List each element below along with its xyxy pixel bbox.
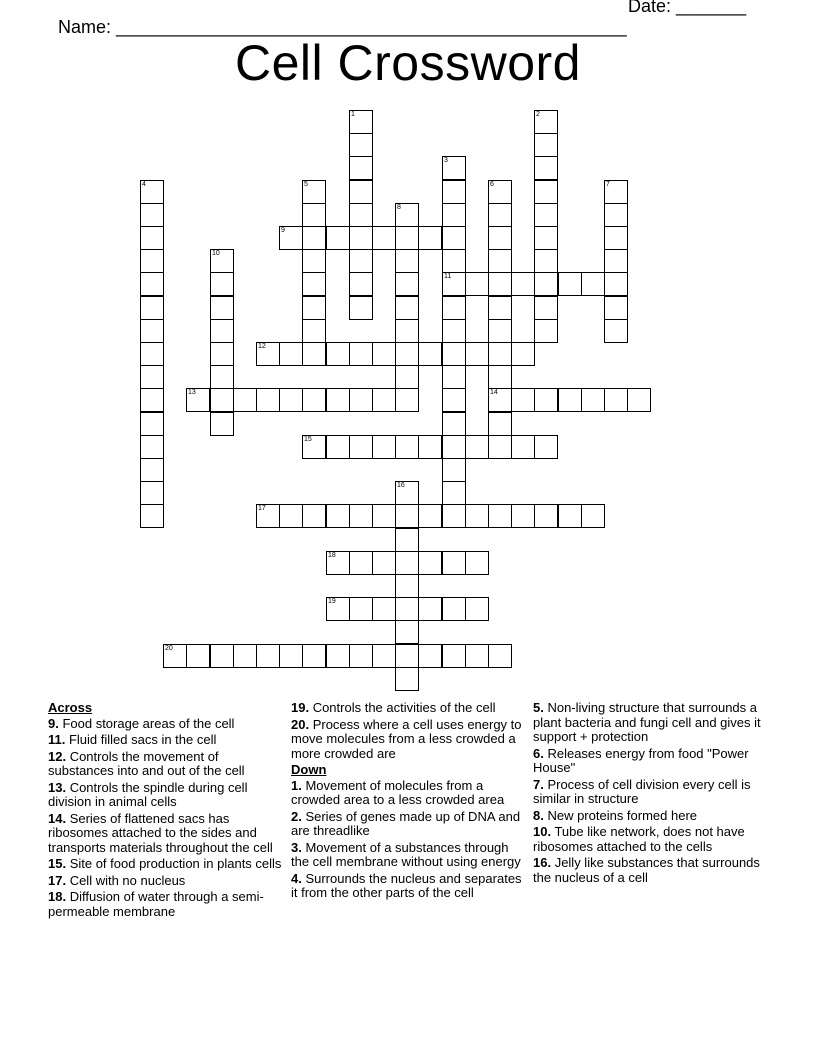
grid-cell[interactable] <box>488 412 512 436</box>
grid-cell[interactable] <box>395 249 419 273</box>
down-clue <box>533 856 769 885</box>
grid-cell[interactable] <box>534 156 558 180</box>
grid-cell[interactable] <box>349 226 373 250</box>
grid-cell[interactable] <box>140 388 164 412</box>
grid-cell[interactable] <box>604 226 628 250</box>
clue-number: 11. <box>48 732 66 747</box>
grid-cell[interactable] <box>534 296 558 320</box>
grid-cell[interactable] <box>140 272 164 296</box>
clue-number: 15 <box>304 436 312 443</box>
grid-cell[interactable] <box>302 342 326 366</box>
clue-number: 20 <box>165 645 173 652</box>
grid-cell[interactable] <box>395 226 419 250</box>
clue-text: Site of food production in plants cells <box>66 856 282 871</box>
grid-cell[interactable] <box>372 644 396 668</box>
grid-cell[interactable] <box>326 551 350 575</box>
grid-cell[interactable] <box>418 551 442 575</box>
clue-number: 1. <box>291 777 302 793</box>
clue-number: 10 <box>212 250 220 257</box>
grid-cell[interactable] <box>279 504 303 528</box>
clue-number: 14 <box>490 389 498 396</box>
clue-number: 19 <box>328 598 336 605</box>
name-field[interactable]: Name: ___________________________________________________ <box>58 17 627 37</box>
grid-cell[interactable] <box>395 644 419 668</box>
down-clue <box>533 747 769 776</box>
clue-number: 8 <box>397 204 401 211</box>
clue-text: Process where a cell uses energy to move molecules from a less crowded a more crowded are <box>291 716 522 761</box>
grid-cell[interactable] <box>256 504 280 528</box>
clue-number: 7 <box>606 181 610 188</box>
grid-cell[interactable] <box>210 272 234 296</box>
grid-cell[interactable] <box>395 528 419 552</box>
clue-text: Food storage areas of the cell <box>58 715 235 731</box>
grid-cell[interactable] <box>186 388 210 412</box>
grid-cell[interactable] <box>140 412 164 436</box>
grid-cell[interactable] <box>163 644 187 668</box>
grid-cell[interactable] <box>534 388 558 412</box>
grid-cell[interactable] <box>442 365 466 389</box>
clue-number: 14. <box>48 810 67 826</box>
grid-cell[interactable] <box>395 272 419 296</box>
grid-cell[interactable] <box>465 551 489 575</box>
clue-number: 9 <box>281 227 285 234</box>
grid-cell[interactable] <box>302 203 326 227</box>
grid-cell[interactable] <box>488 180 512 204</box>
clue-number: 4. <box>291 870 302 886</box>
grid-cell[interactable] <box>488 435 512 459</box>
grid-cell[interactable] <box>326 644 350 668</box>
clue-number: 13 <box>188 389 196 396</box>
grid-cell[interactable] <box>140 481 164 505</box>
grid-cell[interactable] <box>604 180 628 204</box>
clue-number: 17 <box>258 505 266 512</box>
grid-cell[interactable] <box>465 597 489 621</box>
grid-cell[interactable] <box>395 504 419 528</box>
grid-cell[interactable] <box>372 597 396 621</box>
grid-cell[interactable] <box>140 249 164 273</box>
grid-cell[interactable] <box>488 249 512 273</box>
grid-cell[interactable] <box>395 620 419 644</box>
grid-cell[interactable] <box>442 296 466 320</box>
grid-cell[interactable] <box>604 296 628 320</box>
clue-text: Jelly like substances that surrounds the nucleus of a cell <box>533 855 760 885</box>
across-clue <box>48 750 284 779</box>
clue-number: 13. <box>48 779 67 795</box>
grid-cell[interactable] <box>140 319 164 343</box>
grid-cell[interactable] <box>604 319 628 343</box>
clue-number: 18. <box>48 889 67 904</box>
grid-cell[interactable] <box>279 226 303 250</box>
grid-cell[interactable] <box>210 365 234 389</box>
grid-cell[interactable] <box>395 667 419 691</box>
grid-cell[interactable] <box>465 435 489 459</box>
clue-text: Series of genes made up of DNA and are threadlike <box>291 808 521 838</box>
clue-text: Controls the spindle during cell division in animal cells <box>48 779 248 809</box>
grid-cell[interactable] <box>395 574 419 598</box>
grid-cell[interactable] <box>349 504 373 528</box>
grid-cell[interactable] <box>465 504 489 528</box>
grid-cell[interactable] <box>558 272 582 296</box>
grid-cell[interactable] <box>465 342 489 366</box>
grid-cell[interactable] <box>581 388 605 412</box>
grid-cell[interactable] <box>442 435 466 459</box>
grid-cell[interactable] <box>140 226 164 250</box>
grid-cell[interactable] <box>140 342 164 366</box>
grid-cell[interactable] <box>418 435 442 459</box>
grid-cell[interactable] <box>534 110 558 134</box>
clue-number: 11 <box>444 273 452 280</box>
grid-cell[interactable] <box>442 504 466 528</box>
grid-cell[interactable] <box>604 388 628 412</box>
grid-cell[interactable] <box>256 388 280 412</box>
grid-cell[interactable] <box>372 435 396 459</box>
clue-number: 6 <box>490 181 494 188</box>
grid-cell[interactable] <box>395 551 419 575</box>
grid-cell[interactable] <box>349 110 373 134</box>
across-clue <box>48 874 284 889</box>
grid-cell[interactable] <box>302 388 326 412</box>
clue-number: 4 <box>142 181 146 188</box>
grid-cell[interactable] <box>395 365 419 389</box>
grid-cell[interactable] <box>233 388 257 412</box>
grid-cell[interactable] <box>210 249 234 273</box>
across-clue <box>48 812 284 856</box>
clue-text: Movement of molecules from a crowded area to a less crowded area <box>291 777 505 807</box>
grid-cell[interactable] <box>140 365 164 389</box>
grid-cell[interactable] <box>534 319 558 343</box>
grid-cell[interactable] <box>418 597 442 621</box>
clue-number: 9. <box>48 715 59 731</box>
grid-cell[interactable] <box>488 203 512 227</box>
clue-number: 15. <box>48 856 67 871</box>
grid-cell[interactable] <box>488 296 512 320</box>
across-clue <box>48 733 284 748</box>
grid-cell[interactable] <box>488 365 512 389</box>
grid-cell[interactable] <box>395 296 419 320</box>
grid-cell[interactable] <box>442 272 466 296</box>
grid-cell[interactable] <box>395 319 419 343</box>
grid-cell[interactable] <box>326 435 350 459</box>
clue-text: Non-living structure that surrounds a plant bacteria and fungi cell and gives it support + protection <box>533 700 761 744</box>
grid-cell[interactable] <box>349 203 373 227</box>
down-clue <box>291 841 527 870</box>
grid-cell[interactable] <box>511 272 535 296</box>
grid-cell[interactable] <box>511 388 535 412</box>
across-clue <box>291 701 527 716</box>
grid-cell[interactable] <box>488 272 512 296</box>
grid-cell[interactable] <box>442 388 466 412</box>
grid-cell[interactable] <box>140 458 164 482</box>
clues-column-2 <box>291 701 527 903</box>
grid-cell[interactable] <box>488 319 512 343</box>
grid-cell[interactable] <box>558 388 582 412</box>
grid-cell[interactable] <box>534 272 558 296</box>
clue-text: Tube like network, does not have ribosomes attached to the cells <box>533 824 745 854</box>
grid-cell[interactable] <box>442 458 466 482</box>
grid-cell[interactable] <box>326 226 350 250</box>
page-title: Cell Crossword <box>235 35 581 91</box>
grid-cell[interactable] <box>442 342 466 366</box>
clue-number: 20. <box>291 716 310 732</box>
grid-cell[interactable] <box>210 644 234 668</box>
grid-cell[interactable] <box>488 342 512 366</box>
down-clue <box>533 809 769 824</box>
grid-cell[interactable] <box>511 342 535 366</box>
grid-cell[interactable] <box>534 180 558 204</box>
clue-number: 3 <box>444 157 448 164</box>
across-heading: Across <box>48 700 93 715</box>
grid-cell[interactable] <box>140 435 164 459</box>
grid-cell[interactable] <box>604 249 628 273</box>
grid-cell[interactable] <box>326 597 350 621</box>
grid-cell[interactable] <box>395 597 419 621</box>
grid-cell[interactable] <box>140 504 164 528</box>
grid-cell[interactable] <box>372 551 396 575</box>
clue-number: 1 <box>351 111 355 118</box>
clues-column-3 <box>533 701 769 887</box>
clue-text: Releases energy from food "Power House" <box>533 745 749 775</box>
grid-cell[interactable] <box>418 504 442 528</box>
clue-text: Fluid filled sacs in the cell <box>65 732 217 747</box>
down-clue <box>533 701 769 745</box>
clue-text: Controls the movement of substances into and out of the cell <box>48 748 245 778</box>
grid-cell[interactable] <box>140 296 164 320</box>
grid-cell[interactable] <box>488 504 512 528</box>
across-clue <box>48 781 284 810</box>
clue-number: 12. <box>48 748 67 764</box>
grid-cell[interactable] <box>418 226 442 250</box>
grid-cell[interactable] <box>442 156 466 180</box>
down-clue <box>533 778 769 807</box>
grid-cell[interactable] <box>511 435 535 459</box>
grid-cell[interactable] <box>372 388 396 412</box>
grid-cell[interactable] <box>256 644 280 668</box>
across-clue <box>48 890 284 919</box>
clue-number: 17. <box>48 872 67 888</box>
grid-cell[interactable] <box>210 342 234 366</box>
grid-cell[interactable] <box>210 296 234 320</box>
grid-cell[interactable] <box>349 156 373 180</box>
grid-cell[interactable] <box>488 226 512 250</box>
clue-number: 2 <box>536 111 540 118</box>
grid-cell[interactable] <box>442 412 466 436</box>
grid-cell[interactable] <box>349 249 373 273</box>
clue-number: 10. <box>533 824 552 839</box>
across-clue <box>48 717 284 732</box>
grid-cell[interactable] <box>488 388 512 412</box>
grid-cell[interactable] <box>395 481 419 505</box>
clue-text: Cell with no nucleus <box>66 872 186 888</box>
grid-cell[interactable] <box>558 504 582 528</box>
grid-cell[interactable] <box>534 249 558 273</box>
down-clue <box>291 779 527 808</box>
grid-cell[interactable] <box>349 597 373 621</box>
date-field[interactable]: Date: _______ <box>628 0 747 16</box>
grid-cell[interactable] <box>581 272 605 296</box>
grid-cell[interactable] <box>372 342 396 366</box>
grid-cell[interactable] <box>302 249 326 273</box>
clue-number: 16 <box>397 482 405 489</box>
grid-cell[interactable] <box>627 388 651 412</box>
clue-number: 6. <box>533 745 544 761</box>
grid-cell[interactable] <box>395 435 419 459</box>
grid-cell[interactable] <box>210 388 234 412</box>
down-clue <box>533 825 769 854</box>
clue-number: 7. <box>533 776 544 792</box>
grid-cell[interactable] <box>349 435 373 459</box>
across-clue <box>291 718 527 762</box>
grid-cell[interactable] <box>302 296 326 320</box>
grid-cell[interactable] <box>256 342 280 366</box>
grid-cell[interactable] <box>395 388 419 412</box>
grid-cell[interactable] <box>302 226 326 250</box>
grid-cell[interactable] <box>140 180 164 204</box>
grid-cell[interactable] <box>581 504 605 528</box>
grid-cell[interactable] <box>140 203 164 227</box>
clues-column-1 <box>48 701 284 921</box>
grid-cell[interactable] <box>210 412 234 436</box>
grid-cell[interactable] <box>279 644 303 668</box>
grid-cell[interactable] <box>442 644 466 668</box>
grid-cell[interactable] <box>442 203 466 227</box>
clue-text: Diffusion of water through a semi-permeable membrane <box>48 889 264 919</box>
clue-number: 19. <box>291 700 310 715</box>
grid-cell[interactable] <box>442 551 466 575</box>
grid-cell[interactable] <box>302 180 326 204</box>
grid-cell[interactable] <box>210 319 234 343</box>
grid-cell[interactable] <box>279 388 303 412</box>
clue-number: 5. <box>533 700 544 715</box>
grid-cell[interactable] <box>534 226 558 250</box>
clue-text: Surrounds the nucleus and separates it from the other parts of the cell <box>291 870 522 900</box>
clue-number: 16. <box>533 855 552 870</box>
grid-cell[interactable] <box>349 388 373 412</box>
clue-text: Process of cell division every cell is similar in structure <box>533 776 751 806</box>
grid-cell[interactable] <box>279 342 303 366</box>
grid-cell[interactable] <box>349 551 373 575</box>
grid-cell[interactable] <box>395 203 419 227</box>
grid-cell[interactable] <box>604 203 628 227</box>
clue-number: 3. <box>291 839 302 855</box>
down-clue <box>291 810 527 839</box>
grid-cell[interactable] <box>302 504 326 528</box>
grid-cell[interactable] <box>349 272 373 296</box>
grid-cell[interactable] <box>349 296 373 320</box>
down-heading: Down <box>291 762 327 777</box>
clue-number: 8. <box>533 807 544 823</box>
grid-cell[interactable] <box>465 272 489 296</box>
grid-cell[interactable] <box>534 435 558 459</box>
across-clue <box>48 857 284 872</box>
grid-cell[interactable] <box>442 481 466 505</box>
grid-cell[interactable] <box>326 342 350 366</box>
grid-cell[interactable] <box>349 644 373 668</box>
grid-cell[interactable] <box>302 435 326 459</box>
grid-cell[interactable] <box>395 342 419 366</box>
grid-cell[interactable] <box>534 203 558 227</box>
grid-cell[interactable] <box>302 272 326 296</box>
grid-cell[interactable] <box>604 272 628 296</box>
grid-cell[interactable] <box>488 644 512 668</box>
grid-cell[interactable] <box>534 504 558 528</box>
clue-text: Movement of a substances through the cell membrane without using energy <box>291 839 521 869</box>
grid-cell[interactable] <box>372 226 396 250</box>
clue-number: 12 <box>258 343 266 350</box>
grid-cell[interactable] <box>302 319 326 343</box>
grid-cell[interactable] <box>442 597 466 621</box>
grid-cell[interactable] <box>186 644 210 668</box>
clue-number: 5 <box>304 181 308 188</box>
grid-cell[interactable] <box>442 226 466 250</box>
clue-number: 18 <box>328 552 336 559</box>
grid-cell[interactable] <box>511 504 535 528</box>
grid-cell[interactable] <box>302 644 326 668</box>
grid-cell[interactable] <box>418 644 442 668</box>
grid-cell[interactable] <box>465 644 489 668</box>
grid-cell[interactable] <box>233 644 257 668</box>
clue-text: Controls the activities of the cell <box>309 700 496 715</box>
clue-number: 2. <box>291 808 302 824</box>
grid-cell[interactable] <box>534 133 558 157</box>
grid-cell[interactable] <box>442 249 466 273</box>
clue-text: New proteins formed here <box>543 807 698 823</box>
grid-cell[interactable] <box>326 504 350 528</box>
grid-cell[interactable] <box>349 342 373 366</box>
grid-cell[interactable] <box>349 180 373 204</box>
grid-cell[interactable] <box>418 342 442 366</box>
grid-cell[interactable] <box>349 133 373 157</box>
grid-cell[interactable] <box>442 180 466 204</box>
grid-cell[interactable] <box>372 504 396 528</box>
clue-text: Series of flattened sacs has ribosomes attached to the sides and transports materials throughout the cell <box>48 810 273 855</box>
grid-cell[interactable] <box>442 319 466 343</box>
down-clue <box>291 872 527 901</box>
grid-cell[interactable] <box>326 388 350 412</box>
